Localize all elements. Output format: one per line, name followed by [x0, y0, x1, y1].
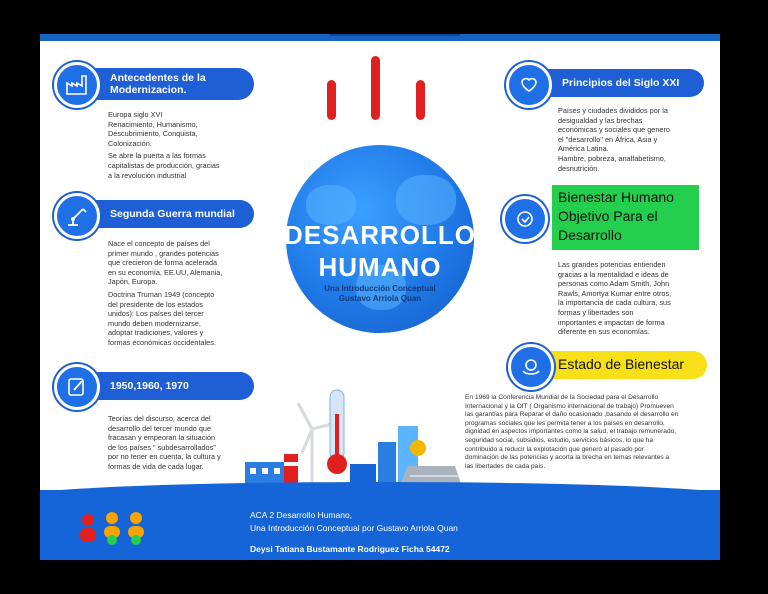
text-line: formas de vida de cada lugar. [108, 461, 204, 471]
document-pen-icon [54, 364, 100, 410]
infographic [40, 34, 720, 560]
estado-bienestar-text [465, 394, 715, 471]
text-line: de los países " subdesarrollados" [108, 442, 216, 452]
text-line: Hambre, pobreza, analfabetismo, [558, 153, 666, 163]
text-line: por no tener en cuenta, la cultura y [108, 452, 221, 462]
city-energy-illustration [240, 384, 470, 496]
text-line: dominación de las potencias y acorta la brecha en temas relevantes a [465, 454, 670, 462]
text-line: económicas y sociales que genero [558, 125, 670, 135]
brain-heart-icon [502, 196, 548, 242]
subtitle-line2: Gustavo Arriola Quan [338, 294, 422, 303]
text-line: a la revolución industrial [108, 170, 187, 180]
footer-line1: ACA 2 Desarrollo Humano, [250, 510, 353, 520]
bienestar-title-l2: Objetivo Para el [558, 208, 658, 224]
antecedentes-text [108, 110, 268, 183]
heart-hands-icon [506, 62, 552, 108]
text-line: del presidente de los estados [108, 299, 203, 309]
text-line: las libertades de cada país. [465, 462, 546, 470]
text-line: Doctrina Truman 1949 (concepto [108, 289, 215, 299]
text-line: Se abre la puerta a las formas [108, 151, 206, 161]
main-title-line1: DESARROLLO [284, 220, 476, 250]
antecedentes-title-l1: Antecedentes de la [110, 72, 206, 84]
bienestar-humano-title [558, 188, 674, 245]
text-line: que crecieron de forma acelerada [108, 258, 218, 268]
text-line: formas económicas occidentales. [108, 337, 216, 347]
text-line: importantes e impactan de forma [558, 317, 665, 327]
text-line: contribuido a reducir la explotación que generó al pasado por [465, 445, 644, 453]
decadas-title: 1950,1960, 1970 [110, 380, 189, 392]
principios-title: Principios del Siglo XXI [562, 77, 680, 89]
text-line: Las grandes potencias entienden [558, 260, 666, 269]
text-line: Teorías del discurso, acerca del [108, 414, 211, 423]
subtitle-line1: Una Introducción Conceptual [324, 284, 436, 293]
text-line: Nace el concepto de países del [108, 239, 210, 248]
red-bar-center [371, 56, 380, 120]
text-line: personas como Adam Smith, John [558, 279, 670, 289]
robot-arm-icon [54, 193, 100, 239]
text-line: adoptar tradiciones, valores y [108, 328, 204, 338]
people-group-icon [74, 510, 158, 552]
text-line: América Latina. [558, 144, 609, 154]
text-line: primer mundo , grandes potencias [108, 248, 219, 258]
text-line: dignidad en aspectos importantes como la salud, el trabajo remunerado, [465, 428, 677, 436]
bienestar-humano-text [558, 260, 718, 340]
main-title-line2: HUMANO [318, 252, 442, 282]
footer-line3: Deysi Tatiana Bustamante Rodriguez Ficha 54472 [250, 544, 450, 554]
text-line: diferente en sus economías. [558, 327, 650, 337]
text-line: desigualdad y las brechas [558, 115, 643, 125]
text-line: Colonización. [108, 138, 152, 148]
text-line: el "desarrollo" en África, Asia y [558, 134, 658, 144]
red-bar-left [327, 80, 336, 120]
text-line: Países y ciudades divididos por la [558, 106, 668, 115]
estado-bienestar-title: Estado de Bienestar [558, 356, 685, 372]
footer-line2: Una Introducción Conceptual por Gustavo Arriola Quan [250, 523, 458, 533]
text-line: capitalistas de producción, gracias [108, 160, 220, 170]
text-line: fracasan y empeoran la situación [108, 433, 216, 443]
text-line: desarrollo del tercer mundo que [108, 423, 212, 433]
text-line: formas y libertades son [558, 307, 634, 317]
segunda-guerra-title: Segunda Guerra mundial [110, 208, 235, 220]
text-line: gracias a la mentalidad e ideas de [558, 269, 669, 279]
text-line: las garantías para Reparar el daño ocasionado ,basando el desarrollo en [465, 411, 679, 419]
text-line: Europa siglo XVI [108, 110, 163, 119]
segunda-guerra-text [108, 239, 268, 351]
text-line: unidos): Los países del tercer [108, 309, 204, 319]
text-line: programas sociales que les permita tener a los países en desarrollo, [465, 419, 665, 427]
text-line: mundo deben modernizarse, [108, 318, 201, 328]
text-line: Japón, Europa. [108, 277, 158, 287]
text-line: desnutrición. [558, 163, 600, 173]
factory-icon [54, 62, 100, 108]
text-line: Descubrimiento, Conquista, [108, 129, 198, 139]
text-line: En 1969 la Conferencia Mundial de la Sociedad para el Desarrollo [465, 394, 659, 401]
text-line: seguridad social, subsidios, estudio, servicios básicos, lo que ha [465, 436, 654, 444]
text-line: Renacimiento, Humanismo, [108, 119, 198, 129]
top-line [330, 34, 460, 36]
globe-hands-icon [508, 344, 554, 390]
principios-text [558, 106, 718, 176]
text-line: en su economía, EE.UU, Alemania, [108, 267, 223, 277]
text-line: la importancia de cada cultura, sus [558, 298, 671, 308]
text-line: Rawls, Amortya Kumar entre otros, [558, 288, 672, 298]
text-line: Internacional y la OIT ( Organismo internacional de trabajo) Promueven [465, 402, 674, 410]
bienestar-title-l3: Desarrollo [558, 227, 622, 243]
red-bar-right [416, 80, 425, 120]
principios-header [540, 69, 704, 97]
bienestar-title-l1: Bienestar Humano [558, 189, 674, 205]
antecedentes-title-l2: Modernizacion. [110, 84, 187, 96]
